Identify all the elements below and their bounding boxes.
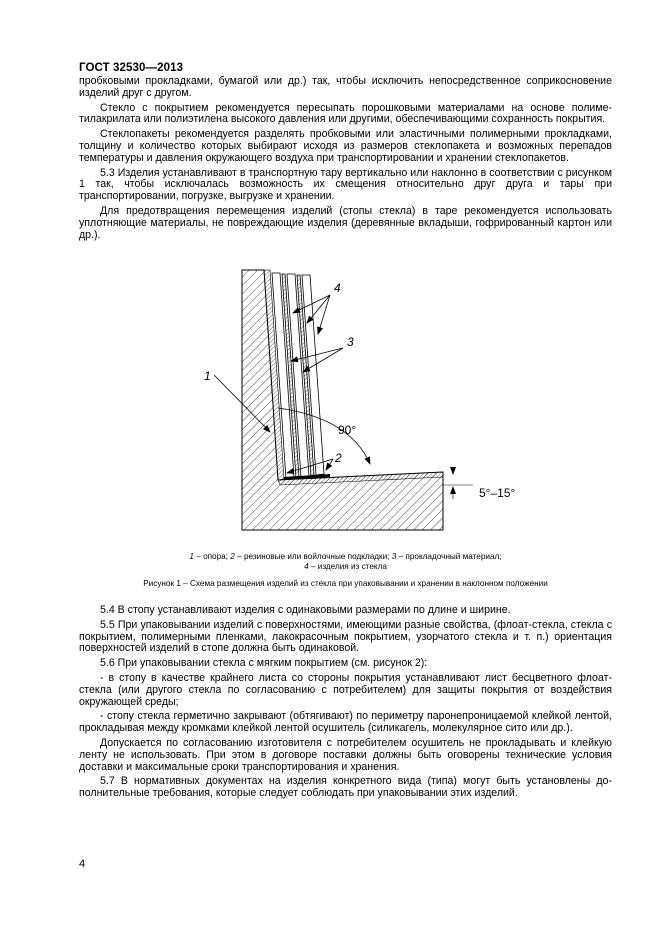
paragraph: Допускается по согласованию изготовителя с потребителем осушитель не прокладывать и клейкую ленту не использовать. При этом в договоре поставки должны быть оговорены технические условия доставки и максимальные сроки транспортирования и хранения.: [79, 736, 612, 773]
legend-num-2: 2: [230, 552, 235, 561]
legend-line-2: [79, 562, 612, 572]
paragraph: 5.7 В нормативных документах на изделия конкретного вида (типа) могут быть установлены дополнительные требования, которые следует соблюдать при упаковывании этих изделий.: [79, 775, 612, 800]
paragraph: 5.5 При упаковывании изделий с поверхностями, имеющими разные свойства, (флоат-стекла, стекла с покрытием, полимерными пленками, лакокрасочным покрытием, узорчатого стекла и т. п.) ориентация поверхностей изделий в стопе должна быть одинаковой.: [79, 618, 612, 655]
label-3: 3: [347, 335, 354, 349]
paragraph: - в стопу в качестве крайнего листа со стороны покрытия устанавливают лист бесцветного флоат-стекла (или другого стекла по согласованию с потребителем) для защиты покрытия от воздействия окружающей среды;: [79, 671, 612, 708]
legend-line-1: [79, 552, 612, 562]
legend-text-4: – изделия из стекла: [308, 562, 387, 571]
paragraph: Стеклопакеты рекомендуется разделять пробковыми или эластичными полимерными прокладками, толщину и количество которых выбирают исходя из размеров стеклопакета и возможных перепадов температуры и давления окружающего воздуха при транспортировании и хранении стеклопакетов.: [79, 128, 612, 164]
document-header: ГОСТ 32530—2013: [79, 62, 184, 74]
legend-num-4: 4: [304, 562, 309, 571]
label-2: 2: [335, 451, 342, 465]
paragraph: 5.4 В стопу устанавливают изделия с одинаковыми размерами по длине и ширине.: [100, 604, 511, 616]
legend-text-3: – прокладочный материал;: [396, 552, 502, 561]
legend-num-1: 1: [189, 552, 194, 561]
legend-text-2: – резиновые или войлочные подкладки;: [234, 552, 392, 561]
legend-num-3: 3: [391, 552, 397, 561]
paragraph: пробковыми прокладками, бумагой или др.) так, чтобы исключить непосредственное соприкосновение изделий друг с другом.: [79, 75, 612, 99]
body-text-top: [79, 76, 612, 244]
label-1: 1: [204, 369, 211, 383]
legend-text-1: – опора;: [193, 552, 231, 561]
figure-1-diagram: [200, 268, 540, 548]
figure-legend: [79, 552, 612, 572]
figure-caption: Рисунок 1 – Схема размещения изделий из стекла при упаковывании и хранении в наклонном положении: [143, 579, 548, 588]
body-text-bottom: [79, 605, 612, 803]
paragraph: 5.3 Изделия устанавливают в транспортную тару вертикально или наклонно в соответствии с рисунком 1 так, чтобы исключалась возможность их смещения относительно друг друга и тары при транспортировании, погрузке, выгрузке и хранении.: [79, 166, 612, 203]
paragraph: 5.6 При упаковывании стекла с мягким покрытием (см. рисунок 2):: [100, 657, 428, 670]
label-4: 4: [334, 281, 341, 295]
page-number: 4: [79, 858, 86, 870]
paragraph: - стопу стекла герметично закрывают (обтягивают) по периметру паронепроницаемой клейкой лентой, прокладывая между кромками клейкой лентой осушитель (силикагель, молекулярное сито или др.).: [79, 710, 612, 735]
paragraph: Стекло с покрытием рекомендуется пересыпать порошковыми материалами на основе полиметилакрилата или полиэтилена высокого давления или другими, обеспечивающими сохранность покрытия.: [79, 101, 612, 126]
tilt-label: 5°–15°: [479, 486, 516, 500]
paragraph: Для предотвращения перемещения изделий (стопы стекла) в таре рекомендуется использовать уплотняющие материалы, не повреждающие изделия (деревянные вкладыши, гофрированный картон или др.).: [79, 204, 612, 241]
angle-label: 90°: [338, 423, 357, 437]
